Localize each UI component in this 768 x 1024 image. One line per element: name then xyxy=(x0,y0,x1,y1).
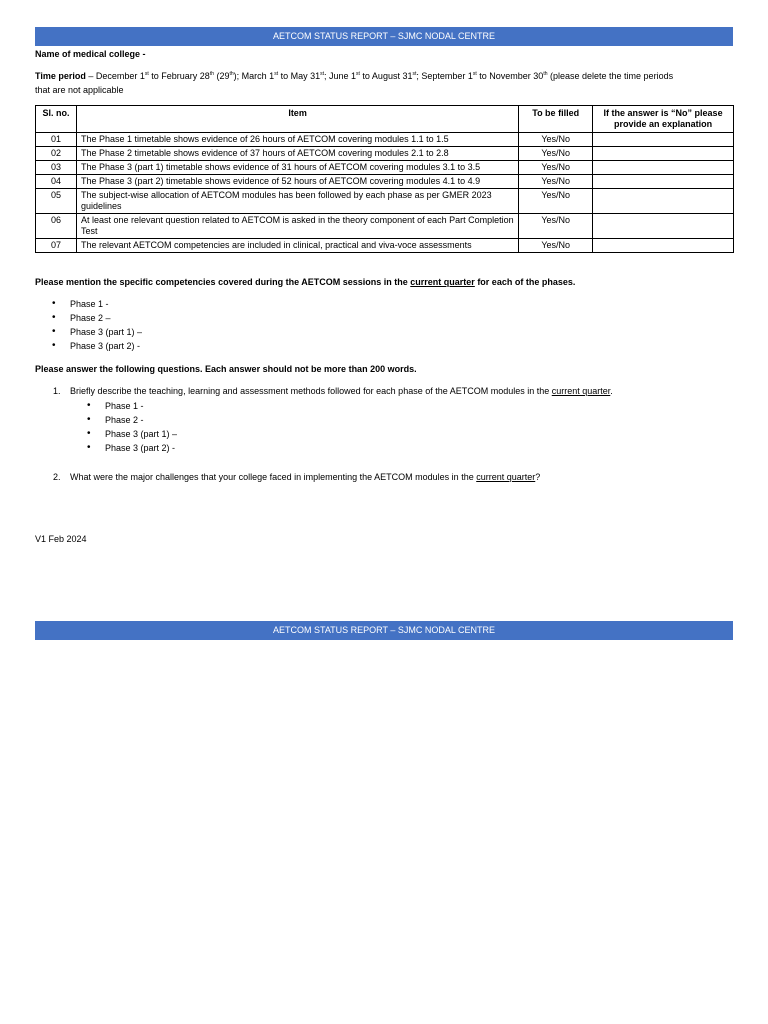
table-row xyxy=(36,239,734,253)
ordinal-suffix: st xyxy=(274,71,279,77)
table-row xyxy=(36,189,734,214)
time-period-label: Time period xyxy=(35,71,86,81)
version-label: V1 Feb 2024 xyxy=(35,534,87,544)
list-item: • Phase 3 (part 1) – xyxy=(105,427,177,441)
instruction-text: for each of the phases. xyxy=(474,277,576,287)
row-to-be-filled[interactable]: Yes/No xyxy=(519,189,593,214)
table-row xyxy=(36,175,734,189)
time-period-text: that are not applicable xyxy=(35,85,124,95)
row-item: The Phase 3 (part 1) timetable shows evidence of 31 hours of AETCOM covering modules 3.1 to 3.5 xyxy=(76,161,518,175)
row-to-be-filled[interactable]: Yes/No xyxy=(519,161,593,175)
time-period-text: (please delete the time periods xyxy=(547,71,674,81)
row-item: At least one relevant question related to AETCOM is asked in the theory component of each Part Completion Test xyxy=(76,214,518,239)
ordinal-suffix: st xyxy=(356,71,360,77)
ordinal-suffix: st xyxy=(144,71,149,77)
column-header-explanation: If the answer is “No” please provide an explanation xyxy=(593,106,734,133)
time-period-text: to November 30 xyxy=(476,71,544,81)
row-explanation[interactable] xyxy=(593,133,734,147)
time-period-text: to February 28 xyxy=(148,71,210,81)
checklist-table xyxy=(35,105,734,253)
row-to-be-filled[interactable]: Yes/No xyxy=(519,175,593,189)
question-1-phase-list xyxy=(105,399,177,455)
row-number: 03 xyxy=(36,161,77,175)
time-period-text: ; September 1 xyxy=(416,71,473,81)
row-item: The subject-wise allocation of AETCOM modules has been followed by each phase as per GMER 2023 guidelines xyxy=(76,189,518,214)
list-item: • Phase 2 - xyxy=(105,413,177,427)
questions-instruction: Please answer the following questions. Each answer should not be more than 200 words. xyxy=(35,364,417,374)
row-to-be-filled[interactable]: Yes/No xyxy=(519,239,593,253)
list-item: • Phase 1 - xyxy=(105,399,177,413)
row-explanation[interactable] xyxy=(593,214,734,239)
list-item: • Phase 1 - xyxy=(70,297,142,311)
time-period-text: (29 xyxy=(213,71,230,81)
ordinal-suffix: th xyxy=(209,71,214,77)
row-number: 01 xyxy=(36,133,77,147)
row-number: 06 xyxy=(36,214,77,239)
question-text: Briefly describe the teaching, learning and assessment methods followed for each phase of the AETCOM modules in the xyxy=(70,386,552,396)
row-to-be-filled[interactable]: Yes/No xyxy=(519,214,593,239)
competencies-instruction xyxy=(35,275,735,289)
row-to-be-filled[interactable]: Yes/No xyxy=(519,147,593,161)
report-header-banner-page-2: AETCOM STATUS REPORT – SJMC NODAL CENTRE xyxy=(35,621,733,640)
list-item: • Phase 3 (part 1) – xyxy=(70,325,142,339)
college-name-label: Name of medical college - xyxy=(35,49,146,59)
row-number: 02 xyxy=(36,147,77,161)
row-explanation[interactable] xyxy=(593,239,734,253)
table-row xyxy=(36,161,734,175)
row-item: The Phase 2 timetable shows evidence of 37 hours of AETCOM covering modules 2.1 to 2.8 xyxy=(76,147,518,161)
time-period-line xyxy=(35,69,735,97)
row-explanation[interactable] xyxy=(593,175,734,189)
list-item: • Phase 2 – xyxy=(70,311,142,325)
current-quarter-text: current quarter xyxy=(410,277,475,287)
competency-phase-list xyxy=(70,297,142,353)
row-to-be-filled[interactable]: Yes/No xyxy=(519,133,593,147)
table-row xyxy=(36,147,734,161)
list-item: • Phase 3 (part 2) - xyxy=(70,339,142,353)
ordinal-suffix: st xyxy=(472,71,477,77)
ordinal-suffix: th xyxy=(229,71,234,77)
column-header-to-be-filled: To be filled xyxy=(519,106,593,133)
table-header-row xyxy=(36,106,734,133)
time-period-text: to August 31 xyxy=(359,71,413,81)
row-number: 04 xyxy=(36,175,77,189)
question-2 xyxy=(53,470,730,484)
question-number: 2. xyxy=(53,472,61,482)
time-period-text: ; June 1 xyxy=(324,71,357,81)
question-1 xyxy=(53,384,730,398)
table-row xyxy=(36,133,734,147)
row-item: The Phase 3 (part 2) timetable shows evidence of 52 hours of AETCOM covering modules 4.1 to 4.9 xyxy=(76,175,518,189)
row-item: The Phase 1 timetable shows evidence of 26 hours of AETCOM covering modules 1.1 to 1.5 xyxy=(76,133,518,147)
ordinal-suffix: th xyxy=(543,71,548,77)
column-header-sl-no: Sl. no. xyxy=(36,106,77,133)
current-quarter-text: current quarter xyxy=(551,386,611,396)
row-item: The relevant AETCOM competencies are included in clinical, practical and viva-voce assessments xyxy=(76,239,518,253)
list-item: • Phase 3 (part 2) - xyxy=(105,441,177,455)
row-number: 05 xyxy=(36,189,77,214)
question-text: ? xyxy=(535,472,541,482)
report-header-banner: AETCOM STATUS REPORT – SJMC NODAL CENTRE xyxy=(35,27,733,46)
question-number: 1. xyxy=(53,386,61,396)
current-quarter-text: current quarter xyxy=(476,472,536,482)
ordinal-suffix: st xyxy=(412,71,417,77)
time-period-text: to May 31 xyxy=(278,71,321,81)
row-explanation[interactable] xyxy=(593,161,734,175)
time-period-text: – December 1 xyxy=(85,71,145,81)
row-number: 07 xyxy=(36,239,77,253)
ordinal-suffix: st xyxy=(320,71,324,77)
table-row xyxy=(36,214,734,239)
row-explanation[interactable] xyxy=(593,189,734,214)
question-text: What were the major challenges that your college faced in implementing the AETCOM modules in the xyxy=(70,472,477,482)
time-period-text: ); March 1 xyxy=(233,71,275,81)
column-header-item: Item xyxy=(76,106,518,133)
row-explanation[interactable] xyxy=(593,147,734,161)
instruction-text: Please mention the specific competencies covered during the AETCOM sessions in the xyxy=(35,277,411,287)
question-text: . xyxy=(610,386,613,396)
